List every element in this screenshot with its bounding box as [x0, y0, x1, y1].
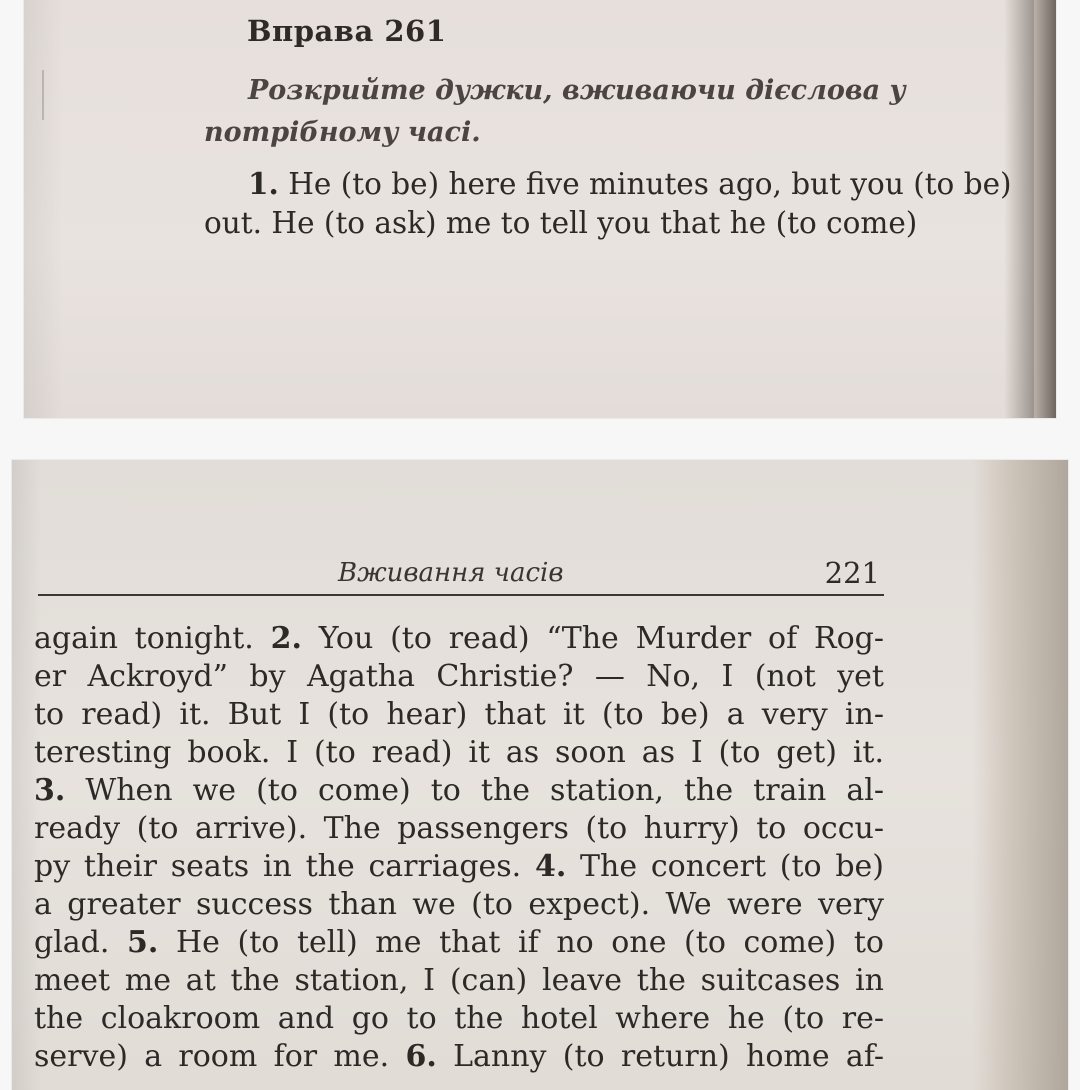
text-line: the cloakroom and go to the hotel where he (to re-	[34, 1001, 884, 1036]
running-head: Вживання часів	[338, 558, 564, 588]
text-line: a greater success than we (to expect). We were very	[34, 887, 884, 922]
text-line: teresting book. I (to read) it as soon as I (to get) it.	[34, 735, 884, 770]
text-line: py their seats in the carriages. 4. The concert (to be)	[34, 849, 884, 884]
text-line: meet me at the station, I (can) leave the suitcases in	[34, 963, 884, 998]
text-line: 3. When we (to come) to the station, the train al-	[34, 773, 884, 808]
book-photo-bottom	[12, 460, 1068, 1090]
text-line: to read) it. But I (to hear) that it (to be) a very in-	[34, 697, 884, 732]
text-line: glad. 5. He (to tell) me that if no one (to come) to	[34, 925, 884, 960]
exercise-item-1	[204, 164, 1044, 243]
page-header	[38, 552, 884, 596]
page-number: 221	[824, 556, 880, 590]
text-line: again tonight. 2. You (to read) “The Murder of Rog-	[34, 621, 884, 656]
item-number: 1.	[248, 166, 279, 201]
exercise-title: Вправа 261	[247, 14, 447, 48]
text-line: ready (to arrive). The passengers (to hurry) to occu-	[34, 811, 884, 846]
exercise-instruction: Розкрийте дужки, вживаючи дієслова у потрібному часі.	[204, 75, 906, 148]
text-line: serve) a room for me. 6. Lanny (to return) home af-	[34, 1039, 884, 1074]
item-text: He (to be) here five minutes ago, but you (to be) out. He (to ask) me to tell you that he (to come)	[204, 167, 1012, 240]
page-fold-mark	[42, 70, 44, 120]
page-body	[34, 620, 884, 1076]
book-photo-top	[24, 0, 1056, 418]
text-line: er Ackroyd” by Agatha Christie? — No, I (not yet	[34, 659, 884, 694]
